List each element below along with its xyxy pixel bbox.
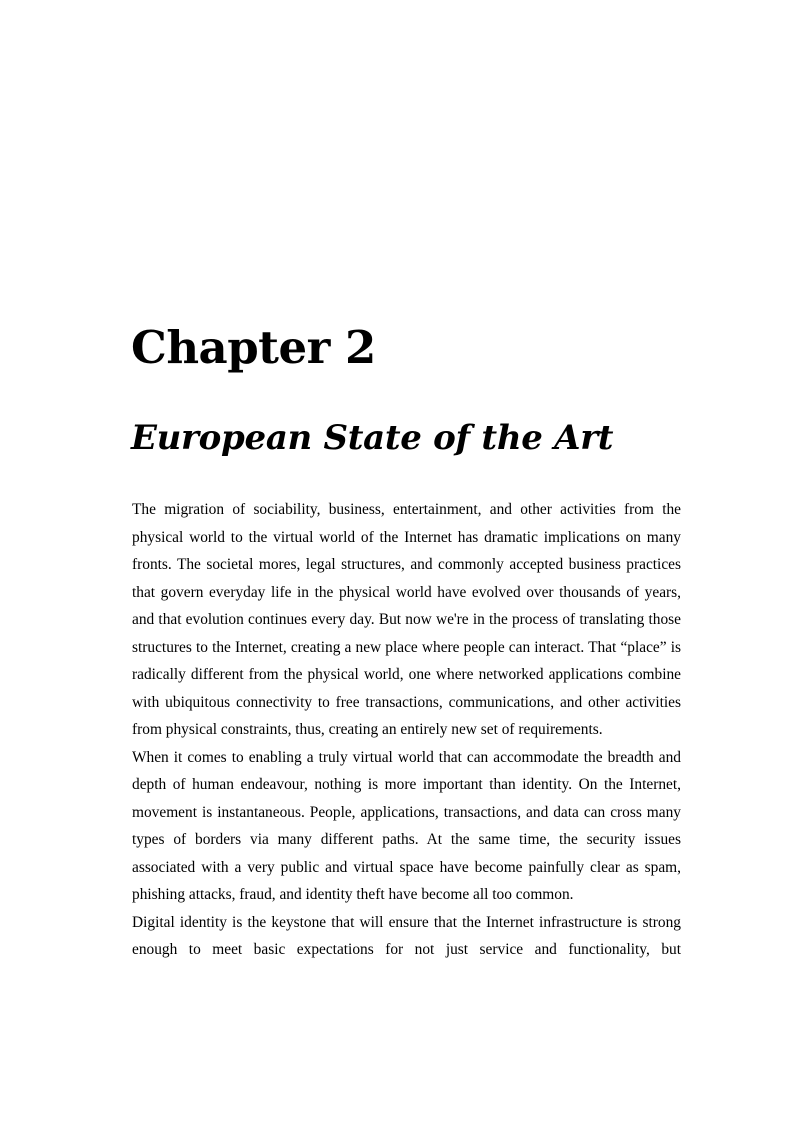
chapter-number: Chapter 2 [131, 321, 376, 374]
paragraph: Digital identity is the keystone that will ensure that the Internet infrastructure is strong enough to meet basic expectations for not just service and functionality, but [132, 913, 681, 958]
paragraph: When it comes to enabling a truly virtual world that can accommodate the breadth and depth of human endeavour, nothing is more important than identity. On the Internet, movement is instantaneous. People, applications, transactions, and data can cross many types of borders via many different paths. At the same time, the security issues associated with a very public and virtual space have become painfully clear as spam, phishing attacks, fraud, and identity theft have become all too common. [132, 748, 681, 903]
chapter-title: European State of the Art [131, 418, 614, 458]
paragraph: The migration of sociability, business, entertainment, and other activities from the physical world to the virtual world of the Internet has dramatic implications on many fronts. The societal mores, legal structures, and commonly accepted business practices that govern everyday life in the physical world have evolved over thousands of years, and that evolution continues every day. But now we're in the process of translating those structures to the Internet, creating a new place where people can interact. That “place” is radically different from the physical world, one where networked applications combine with ubiquitous connectivity to free transactions, communications, and other activities from physical constraints, thus, creating an entirely new set of requirements. [132, 501, 681, 738]
body-text [132, 496, 681, 964]
